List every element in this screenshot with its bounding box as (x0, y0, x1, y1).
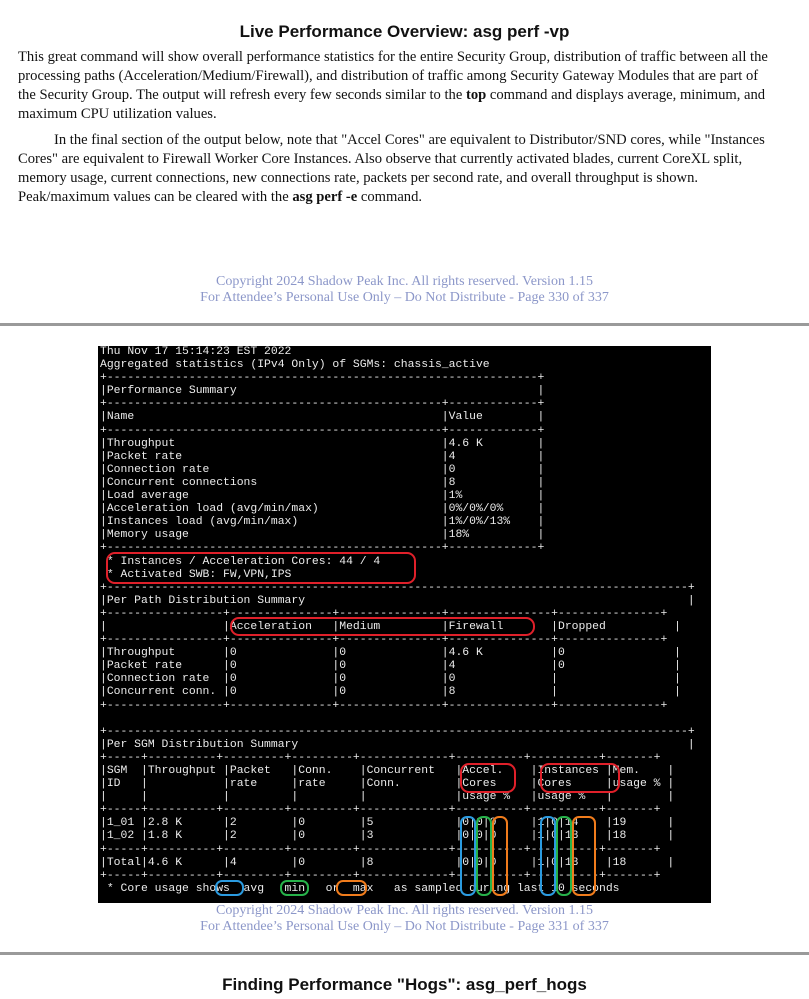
next-section-title: Finding Performance "Hogs": asg_perf_hogs (222, 975, 587, 994)
attendee-page-line: For Attendee’s Personal Use Only – Do Not Distribute - Page 330 of 337 (200, 290, 609, 305)
legend-max-box (336, 880, 367, 896)
command-name: top (465, 87, 487, 103)
paragraph-text: command. (357, 189, 423, 205)
page-title: Live Performance Overview: asg perf -vp (239, 22, 570, 41)
intro-paragraph (18, 48, 778, 124)
paragraph-text: This great command will show overall performance statistics for the entire Security Group, distribution of traffic between all the processing paths (Acceleration/Medium/Firewall), and distribution of traffic among Security Gateway Modules that are part of the Security Group. The output will refresh every few seconds similar to the (18, 49, 768, 103)
footer-page-330 (0, 274, 809, 306)
accel-cores-highlight (460, 763, 516, 793)
paragraph-text: In the final section of the output below, note that "Accel Cores" are equivalent to Distributor/SND cores, while "Instances Cores" are equivalent to Firewall Worker Core Instances. Also observe that currently activated blades, current CoreXL split, memory usage, current connections, new connections rate, packets per second rate, and overall throughput is shown. Peak/maximum values can be cleared with the (18, 132, 765, 205)
instances-cores-highlight (540, 763, 620, 793)
page-divider (0, 323, 809, 326)
terminal-output: Thu Nov 17 15:14:23 EST 2022 Aggregated statistics (IPv4 Only) of SGMs: chassis_active +---------------------------------------------------------------+ |Performance Summary | +-------------------------------------------------+-------------+ |Name |Value | +-------------------------------------------------+-------------+ |Throughput |4.6 K | |Packet rate |4 | |Connection rate |0 | |Concurrent connections |8 | |Load average |1% | |Acceleration load (avg/min/max) |0%/0%/0% | |Instances load (avg/min/max) |1%/0%/13% | |Memory usage |18% | +-------------------------------------------------+-------------+ * Instances / Acceleration Cores: 44 / 4 * Activated SWB: FW,VPN,IPS +-------------------------------------------------------------------------------------+ |Per Path Distribution Summary | +-----------------+---------------+---------------+---------------+---------------+ | |Acceleration |Medium |Firewall |Dropped | +-----------------+---------------+---------------+---------------+---------------+ |Throughput |0 |0 |4.6 K |0 | |Packet rate |0 |0 |4 |0 | |Connection rate |0 |0 |0 | | |Concurrent conn. |0 |0 |8 | | +-----------------+---------------+---------------+---------------+---------------+ +-------------------------------------------------------------------------------------+ |Per SGM Distribution Summary | +-----+----------+---------+---------+-------------+----------+----------+-------+ |SGM |Throughput |Packet |Conn. |Concurrent |Accel. |Instances |Mem. | |ID | |rate |rate |Conn. |Cores |Cores |usage % | | | | | | |usage % |usage % | | +-----+----------+---------+---------+-------------+----------+----------+-------+ |1_01 |2.8 K |2 |0 |5 |0|0|0 |1|0|14 |19 | |1_02 |1.8 K |2 |0 |3 |0|0|0 |1|0|13 |18 | +-----+----------+---------+---------+-------------+----------+----------+-------+ |Total|4.6 K |4 |0 |8 |0|0|0 |1|0|13 |18 | +-----+----------+---------+---------+-------------+----------+----------+-------+ * Core usage shows avg min or max as sampled during last 10 seconds (100, 346, 695, 895)
terminal-screenshot (98, 346, 711, 903)
command-name: asg perf -e (292, 189, 358, 205)
legend-min-box (280, 880, 309, 896)
legend-avg-box (215, 880, 244, 896)
accel-avg-highlight (460, 816, 476, 896)
footer-page-331 (0, 903, 809, 935)
copyright-line: Copyright 2024 Shadow Peak Inc. All rights reserved. Version 1.15 (216, 274, 593, 289)
attendee-page-line: For Attendee’s Personal Use Only – Do Not Distribute - Page 331 of 337 (200, 919, 609, 934)
final-section-paragraph (18, 131, 778, 207)
paragraph-text: command and displays average, minimum, and maximum CPU utilization values. (18, 87, 766, 122)
instances-max-highlight (572, 816, 596, 896)
copyright-line: Copyright 2024 Shadow Peak Inc. All rights reserved. Version 1.15 (216, 903, 593, 918)
accel-max-highlight (492, 816, 508, 896)
instances-min-highlight (556, 816, 572, 896)
accel-min-highlight (476, 816, 492, 896)
instances-avg-highlight (540, 816, 556, 896)
page-divider (0, 952, 809, 955)
path-header-highlight (230, 617, 535, 636)
cores-callout-highlight (106, 552, 416, 584)
